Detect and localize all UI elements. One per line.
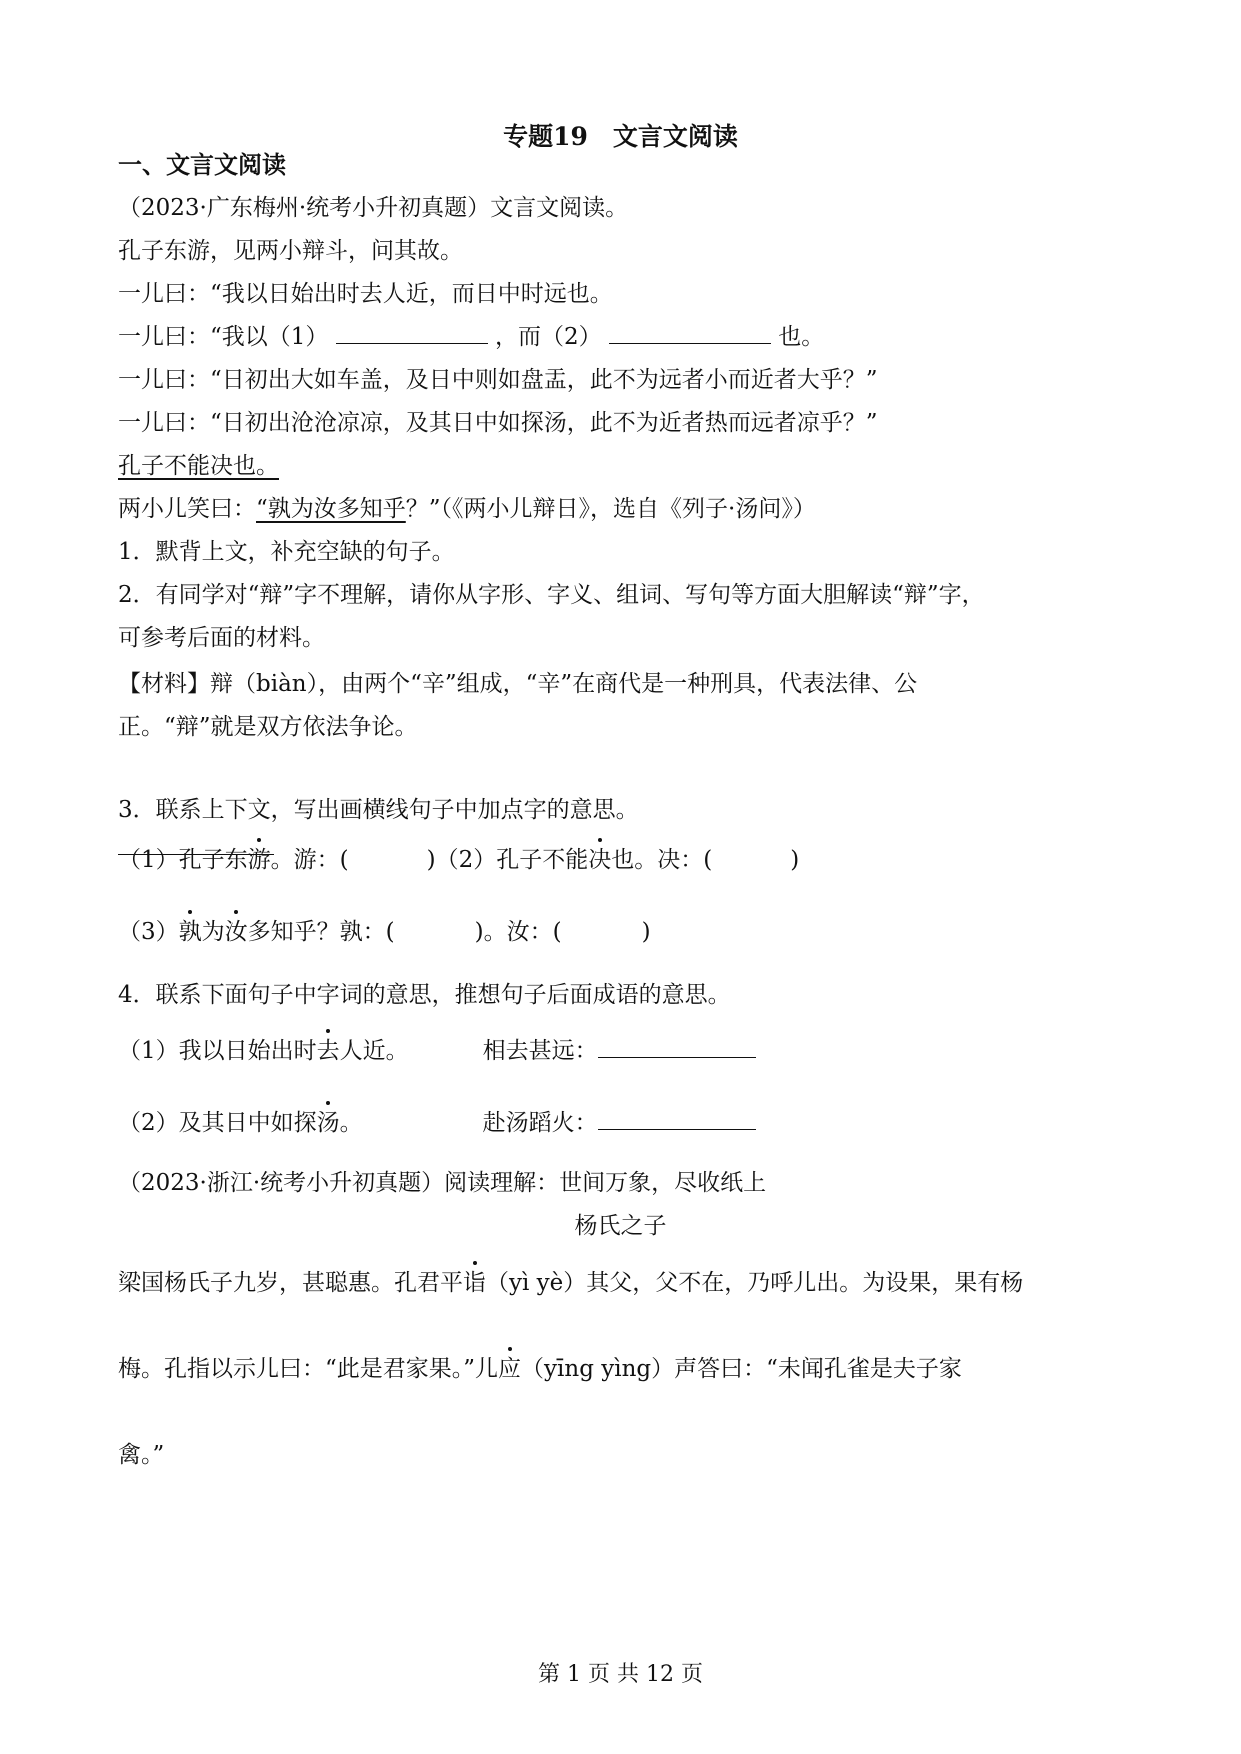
dotted-char-ying: 应 bbox=[498, 1356, 522, 1382]
question-2-line-2: 可参考后面的材料。 bbox=[118, 625, 325, 651]
page-title: 专题19 文言文阅读 bbox=[503, 122, 738, 151]
dotted-char-jue: 决 bbox=[588, 847, 612, 873]
fill-blank-1[interactable] bbox=[336, 342, 488, 344]
material-line-1: 【材料】辩（biàn），由两个“辛”组成，“辛”在商代是一种刑具，代表法律、公 bbox=[118, 671, 918, 697]
q3-3-text-d: )。汝：( bbox=[474, 919, 562, 945]
passage1-line-3: 一儿曰：“日初出大如车盖，及日中则如盘盂，此不为远者小而近者大乎？” bbox=[118, 367, 878, 393]
q3-1-text-d: 也。决：( bbox=[611, 847, 713, 873]
passage2-source: （2023·浙江·统考小升初真题）阅读理解：世间万象，尽收纸上 bbox=[118, 1170, 767, 1196]
fill-text-a: 一儿曰：“我以（1） bbox=[118, 324, 329, 350]
fill-blank-2[interactable] bbox=[609, 342, 771, 344]
question-4-item-1 bbox=[118, 1036, 756, 1066]
idiom-futangdaohuo: 赴汤蹈火： bbox=[482, 1110, 598, 1136]
passage2-line-2 bbox=[118, 1354, 962, 1384]
question-2-line-1: 2．有同学对“辩”字不理解，请你从字形、字义、组词、写句等方面大胆解读“辩”字， bbox=[118, 582, 985, 608]
answer-blank-idiom-1[interactable] bbox=[598, 1056, 756, 1058]
q3-3-text-b: 为 bbox=[201, 919, 225, 945]
q3-1-text-a: （1）孔子东 bbox=[118, 847, 248, 873]
dotted-char-qu: 去 bbox=[316, 1038, 340, 1064]
question-4: 4．联系下面句子中字词的意思，推想句子后面成语的意思。 bbox=[118, 982, 731, 1008]
passage1-line-1: 孔子东游，见两小辩斗，问其故。 bbox=[118, 238, 463, 264]
idiom-xiangqushenyuan: 相去甚远： bbox=[482, 1038, 598, 1064]
question-4-item-2 bbox=[118, 1108, 756, 1138]
q4-2-text-b: 。 bbox=[339, 1110, 363, 1136]
passage1-underlined-line: 孔子不能决也。 bbox=[118, 453, 279, 479]
dotted-char-yi: 诣 bbox=[463, 1270, 486, 1296]
dotted-char-shu: 孰 bbox=[178, 919, 202, 945]
passage2-title: 杨氏之子 bbox=[574, 1213, 667, 1239]
passage1-fill-line bbox=[118, 322, 824, 352]
last-line-a: 两小儿笑曰： bbox=[118, 496, 256, 522]
p2-l2-text-a: 梅。孔指以示儿曰：“此是君家果。”儿 bbox=[118, 1356, 499, 1382]
passage1-source: （2023·广东梅州·统考小升初真题）文言文阅读。 bbox=[118, 195, 629, 221]
dotted-char-ru: 汝 bbox=[224, 919, 248, 945]
last-line-underlined: “孰为汝多知乎 bbox=[256, 496, 406, 522]
question-3: 3．联系上下文，写出画横线句子中加点字的意思。 bbox=[118, 797, 639, 823]
question-3-items-1-2 bbox=[118, 845, 799, 875]
page-footer: 第 1 页 共 12 页 bbox=[538, 1662, 703, 1687]
q3-3-text-c: 多知乎？孰：( bbox=[247, 919, 395, 945]
q3-3-text-a: （3） bbox=[118, 919, 179, 945]
passage1-line-4: 一儿曰：“日初出沧沧凉凉，及其日中如探汤，此不为近者热而远者凉乎？” bbox=[118, 410, 878, 436]
passage1-last-line bbox=[118, 494, 816, 524]
passage1-line-2: 一儿曰：“我以日始出时去人近，而日中时远也。 bbox=[118, 281, 613, 307]
answer-blank-idiom-2[interactable] bbox=[598, 1128, 756, 1130]
question-3-item-3 bbox=[118, 917, 651, 947]
material-line-2: 正。“辩”就是双方依法争论。 bbox=[118, 714, 418, 740]
dotted-char-tang: 汤 bbox=[316, 1110, 340, 1136]
q3-1-text-e: ) bbox=[790, 847, 800, 873]
last-line-c: ？”（《两小儿辩日》，选自《列子·汤问》） bbox=[405, 496, 816, 522]
question-1: 1．默背上文，补充空缺的句子。 bbox=[118, 539, 455, 565]
p2-l1-text-b: （yì yè）其父，父不在，乃呼儿出。为设果，果有杨 bbox=[486, 1270, 1024, 1296]
q4-1-text-b: 人近。 bbox=[339, 1038, 409, 1064]
section-heading: 一、文言文阅读 bbox=[118, 150, 286, 179]
q3-1-text-b: 。游：( bbox=[270, 847, 349, 873]
dotted-char-you: 游 bbox=[247, 847, 271, 873]
fill-text-b: ，而（2） bbox=[495, 324, 602, 350]
q4-2-text-a: （2）及其日中如探 bbox=[118, 1110, 317, 1136]
passage2-line-1 bbox=[118, 1268, 1023, 1298]
q3-1-text-c: )（2）孔子不能 bbox=[426, 847, 589, 873]
p2-l2-text-b: （yīng yìng）声答曰：“未闻孔雀是夫子家 bbox=[521, 1356, 962, 1382]
fill-text-c: 也。 bbox=[778, 324, 825, 350]
p2-l1-text-a: 梁国杨氏子九岁，甚聪惠。孔君平 bbox=[118, 1270, 463, 1296]
passage2-line-3: 禽。” bbox=[118, 1442, 165, 1468]
q3-3-text-e: ) bbox=[641, 919, 651, 945]
q4-1-text-a: （1）我以日始出时 bbox=[118, 1038, 317, 1064]
